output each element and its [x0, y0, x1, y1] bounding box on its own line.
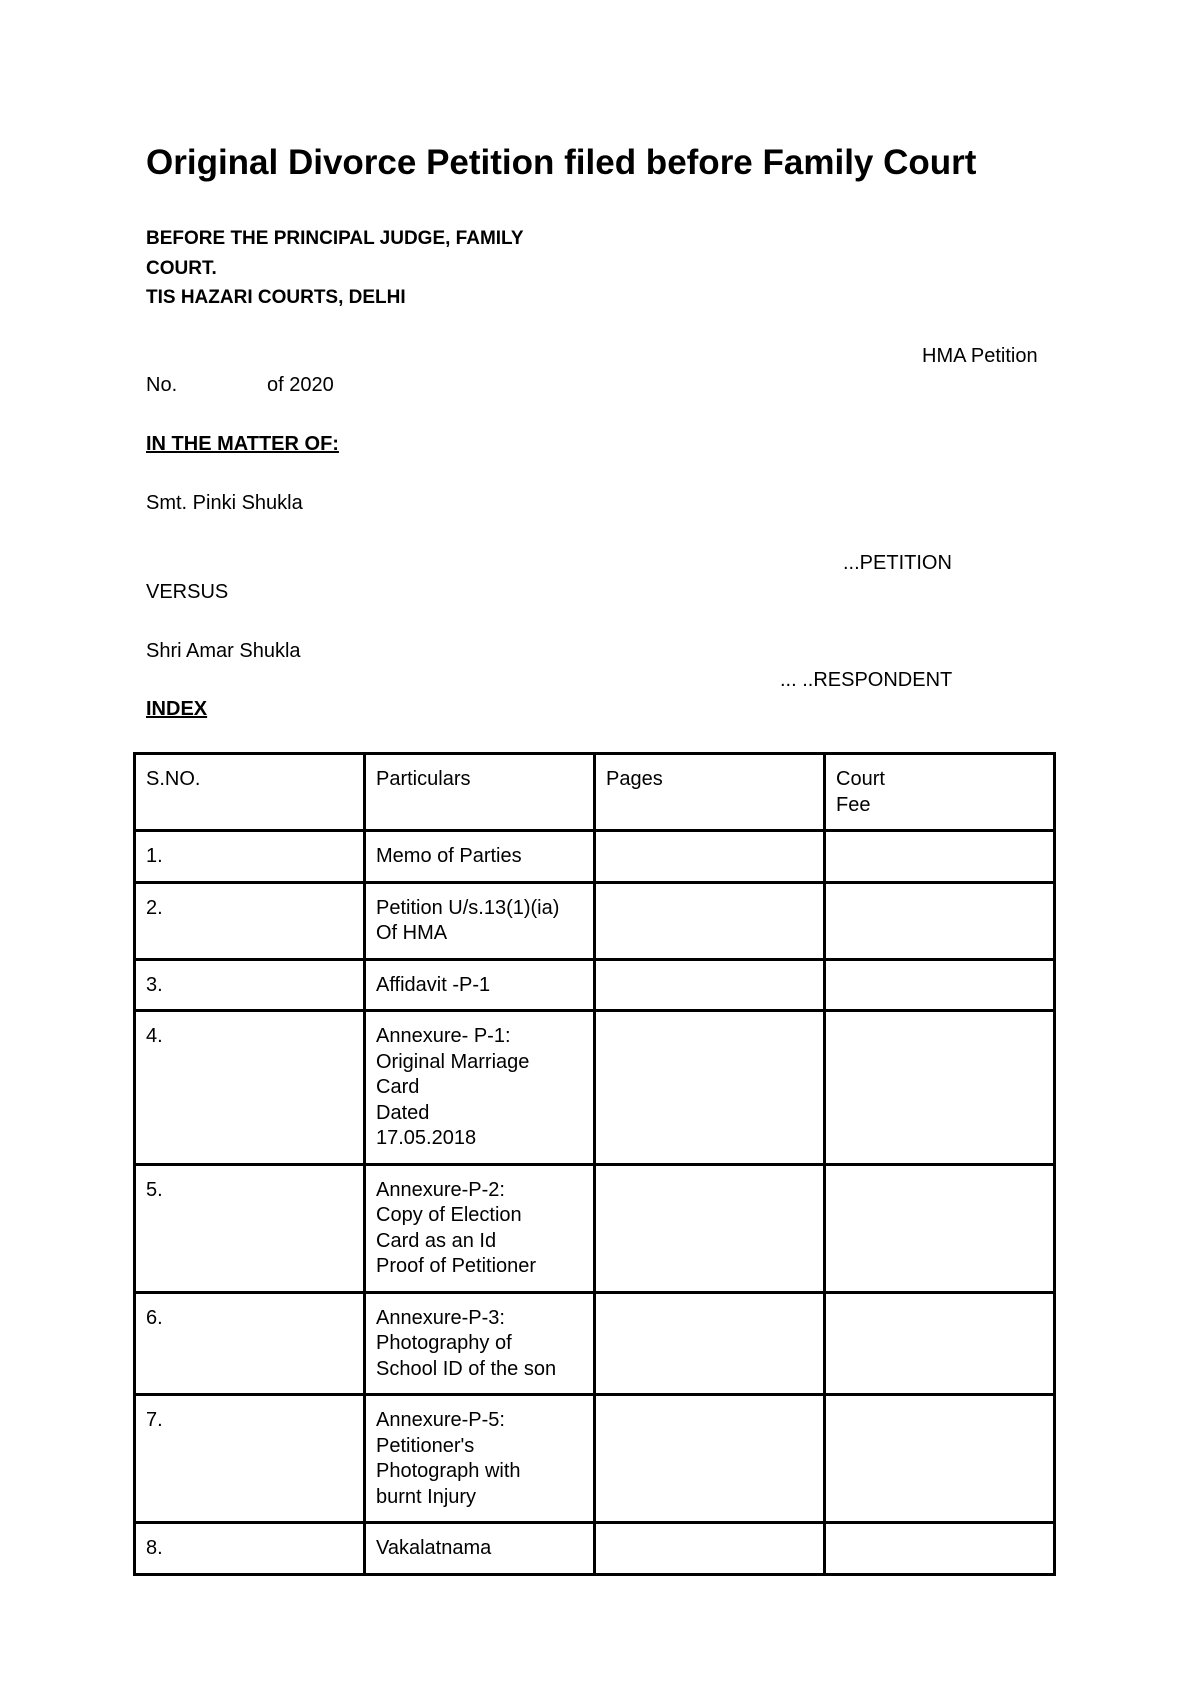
- cell-court-fee: [825, 831, 1055, 883]
- table-row: [135, 1011, 1055, 1165]
- cell-sno: 1.: [135, 831, 365, 883]
- respondent-name: Shri Amar Shukla: [146, 640, 301, 662]
- cell-court-fee: [825, 1011, 1055, 1165]
- cell-court-fee: [825, 882, 1055, 959]
- cell-court-fee: [825, 1164, 1055, 1292]
- versus-label: VERSUS: [146, 581, 229, 603]
- particulars-line: Vakalatnama: [376, 1537, 492, 1559]
- court-heading-line-3: TIS HAZARI COURTS, DELHI: [146, 287, 406, 308]
- cell-particulars: [365, 1395, 595, 1523]
- particulars-line: Annexure-P-3:: [376, 1306, 505, 1329]
- cell-pages: [595, 959, 825, 1011]
- particulars-line: burnt Injury: [376, 1485, 477, 1508]
- table-row: [135, 1292, 1055, 1395]
- table-row: [135, 1395, 1055, 1523]
- index-table: [133, 752, 1056, 1576]
- cell-court-fee: [825, 1292, 1055, 1395]
- petition-number-label: No.: [146, 374, 178, 396]
- particulars-line: Dated: [376, 1101, 430, 1124]
- particulars-line: Petitioner's: [376, 1434, 475, 1457]
- header-court-fee: [825, 754, 1055, 831]
- cell-court-fee: [825, 1523, 1055, 1575]
- particulars-line: Card: [376, 1076, 420, 1098]
- table-row: [135, 1164, 1055, 1292]
- cell-particulars: [365, 1523, 595, 1575]
- header-court-fee-line-2: Fee: [836, 793, 871, 816]
- particulars-line: Petition U/s.13(1)(ia): [376, 896, 560, 919]
- cell-pages: [595, 831, 825, 883]
- petition-type: HMA Petition: [922, 345, 1038, 367]
- cell-pages: [595, 1011, 825, 1165]
- cell-particulars: [365, 1292, 595, 1395]
- respondent-role: ... ..RESPONDENT: [780, 669, 953, 691]
- cell-sno: 7.: [135, 1395, 365, 1523]
- header-sno: S.NO.: [135, 754, 365, 831]
- table-row: [135, 882, 1055, 959]
- cell-sno: 4.: [135, 1011, 365, 1165]
- cell-particulars: [365, 831, 595, 883]
- particulars-line: Memo of Parties: [376, 845, 522, 867]
- table-row: [135, 959, 1055, 1011]
- index-heading: INDEX: [146, 698, 208, 720]
- index-table-body: [135, 754, 1055, 1575]
- matter-heading: IN THE MATTER OF:: [146, 433, 339, 455]
- cell-pages: [595, 1292, 825, 1395]
- particulars-line: 17.05.2018: [376, 1127, 477, 1149]
- cell-court-fee: [825, 1395, 1055, 1523]
- cell-sno: 6.: [135, 1292, 365, 1395]
- cell-particulars: [365, 882, 595, 959]
- particulars-line: Annexure- P-1:: [376, 1025, 511, 1047]
- particulars-line: Photography of: [376, 1332, 512, 1354]
- table-row: [135, 1523, 1055, 1575]
- particulars-line: Photograph with: [376, 1460, 521, 1482]
- court-heading-line-1: BEFORE THE PRINCIPAL JUDGE, FAMILY: [146, 228, 524, 249]
- cell-sno: 5.: [135, 1164, 365, 1292]
- cell-particulars: [365, 1164, 595, 1292]
- particulars-line: Of HMA: [376, 922, 448, 944]
- particulars-line: Proof of Petitioner: [376, 1255, 537, 1277]
- header-court-fee-line-1: Court: [836, 768, 885, 790]
- page-title: Original Divorce Petition filed before Family Court: [146, 143, 977, 182]
- cell-sno: 2.: [135, 882, 365, 959]
- petitioner-name: Smt. Pinki Shukla: [146, 492, 303, 514]
- header-pages: Pages: [595, 754, 825, 831]
- particulars-line: Copy of Election: [376, 1204, 522, 1226]
- cell-court-fee: [825, 959, 1055, 1011]
- particulars-line: School ID of the son: [376, 1357, 557, 1380]
- petition-year-label: of 2020: [267, 374, 334, 396]
- header-particulars: Particulars: [365, 754, 595, 831]
- cell-sno: 3.: [135, 959, 365, 1011]
- table-row: [135, 831, 1055, 883]
- index-table-header-row: [135, 754, 1055, 831]
- particulars-line: Annexure-P-2:: [376, 1178, 505, 1201]
- petitioner-role: ...PETITION: [843, 552, 952, 574]
- particulars-line: Annexure-P-5:: [376, 1409, 505, 1431]
- cell-sno: 8.: [135, 1523, 365, 1575]
- cell-pages: [595, 1164, 825, 1292]
- cell-pages: [595, 1395, 825, 1523]
- court-heading: [146, 224, 524, 313]
- cell-particulars: [365, 959, 595, 1011]
- cell-pages: [595, 1523, 825, 1575]
- cell-pages: [595, 882, 825, 959]
- court-heading-line-2: COURT.: [146, 257, 217, 279]
- cell-particulars: [365, 1011, 595, 1165]
- particulars-line: Original Marriage: [376, 1050, 530, 1073]
- particulars-line: Affidavit -P-1: [376, 973, 491, 996]
- particulars-line: Card as an Id: [376, 1229, 497, 1252]
